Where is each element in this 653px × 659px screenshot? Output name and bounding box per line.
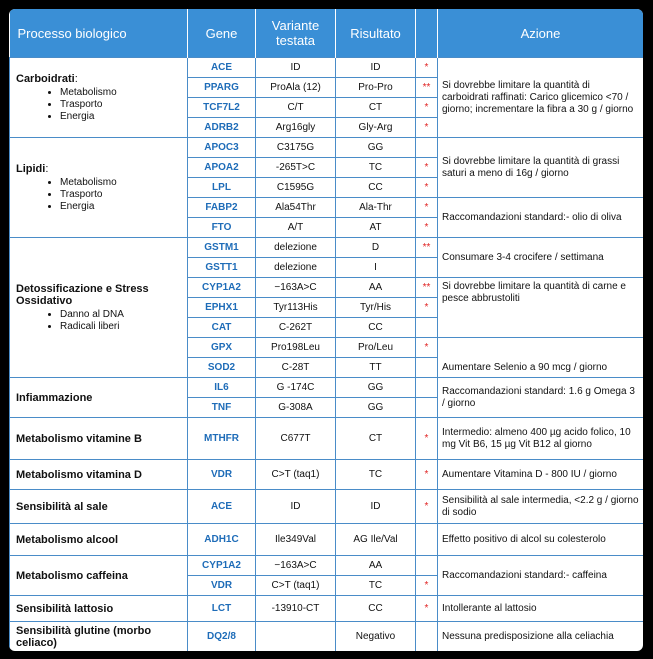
table-row bbox=[10, 378, 644, 398]
gene-cell: GSTT1 bbox=[188, 258, 256, 278]
action-cell: Raccomandazioni standard: 1.6 g Omega 3 / giorno bbox=[438, 378, 644, 418]
variant-cell: Ile349Val bbox=[256, 524, 336, 556]
variant-cell: C677T bbox=[256, 418, 336, 460]
gene-cell: APOC3 bbox=[188, 138, 256, 158]
genetic-results-table bbox=[9, 9, 643, 651]
process-title: Sensibilità lattosio bbox=[16, 602, 114, 615]
result-cell: CT bbox=[336, 98, 416, 118]
action-cell: Intollerante al lattosio bbox=[438, 596, 644, 622]
process-title: Metabolismo caffeina bbox=[16, 569, 128, 582]
table-row bbox=[10, 622, 644, 652]
list-item: • Metabolismo bbox=[60, 177, 184, 189]
process-lattosio bbox=[10, 596, 188, 622]
gene-cell: ADH1C bbox=[188, 524, 256, 556]
flag-cell: * bbox=[416, 58, 438, 78]
header-variant: Variante testata bbox=[256, 9, 336, 58]
variant-cell: G-308A bbox=[256, 398, 336, 418]
result-cell: CC bbox=[336, 178, 416, 198]
flag-cell: * bbox=[416, 576, 438, 596]
process-title: Infiammazione bbox=[16, 391, 93, 404]
variant-cell: Tyr113His bbox=[256, 298, 336, 318]
list-item: • Energia bbox=[60, 111, 184, 123]
variant-cell: G -174C bbox=[256, 378, 336, 398]
result-cell: GG bbox=[336, 138, 416, 158]
variant-cell: C1595G bbox=[256, 178, 336, 198]
gene-cell: VDR bbox=[188, 576, 256, 596]
list-item: • Danno al DNA bbox=[60, 309, 184, 321]
result-cell: Negativo bbox=[336, 622, 416, 652]
result-cell: CC bbox=[336, 318, 416, 338]
table-row bbox=[10, 524, 644, 556]
gene-cell: EPHX1 bbox=[188, 298, 256, 318]
variant-cell: ID bbox=[256, 58, 336, 78]
action-cell: Consumare 3-4 crocifere / settimana bbox=[438, 238, 644, 278]
action-cell: Si dovrebbe limitare la quantità di grassi saturi a meno di 16g / giorno bbox=[438, 138, 644, 198]
header-process: Processo biologico bbox=[10, 9, 188, 58]
flag-cell bbox=[416, 622, 438, 652]
result-cell: Gly-Arg bbox=[336, 118, 416, 138]
gene-cell: DQ2/8 bbox=[188, 622, 256, 652]
gene-cell: TCF7L2 bbox=[188, 98, 256, 118]
gene-cell: SOD2 bbox=[188, 358, 256, 378]
result-cell: GG bbox=[336, 378, 416, 398]
report-panel bbox=[9, 9, 643, 651]
variant-cell bbox=[256, 622, 336, 652]
flag-cell: ** bbox=[416, 278, 438, 298]
flag-cell bbox=[416, 398, 438, 418]
flag-cell: * bbox=[416, 298, 438, 318]
variant-cell: A/T bbox=[256, 218, 336, 238]
header-gene: Gene bbox=[188, 9, 256, 58]
process-title: Metabolismo alcool bbox=[16, 533, 119, 546]
flag-cell bbox=[416, 556, 438, 576]
result-cell: AA bbox=[336, 556, 416, 576]
header-flag bbox=[416, 9, 438, 58]
colon: : bbox=[45, 162, 49, 175]
gene-cell: ACE bbox=[188, 58, 256, 78]
table-row bbox=[10, 138, 644, 158]
variant-cell: Arg16gly bbox=[256, 118, 336, 138]
result-cell: TC bbox=[336, 460, 416, 490]
process-caffeina bbox=[10, 556, 188, 596]
list-item: • Energia bbox=[60, 201, 184, 213]
variant-cell: -13910-CT bbox=[256, 596, 336, 622]
flag-cell bbox=[416, 358, 438, 378]
flag-cell: * bbox=[416, 98, 438, 118]
variant-cell: C>T (taq1) bbox=[256, 460, 336, 490]
table-row bbox=[10, 596, 644, 622]
action-cell: Intermedio: almeno 400 µg acido folico, 10 mg Vit B6, 15 µg Vit B12 al giorno bbox=[438, 418, 644, 460]
result-cell: D bbox=[336, 238, 416, 258]
variant-cell: Ala54Thr bbox=[256, 198, 336, 218]
gene-cell: ADRB2 bbox=[188, 118, 256, 138]
gene-cell: GPX bbox=[188, 338, 256, 358]
result-cell: GG bbox=[336, 398, 416, 418]
process-title: Lipidi bbox=[16, 162, 46, 175]
flag-cell bbox=[416, 524, 438, 556]
action-cell: Si dovrebbe limitare la quantità di carne e pesce abbrustoliti bbox=[438, 278, 644, 338]
variant-cell: ID bbox=[256, 490, 336, 524]
gene-cell: GSTM1 bbox=[188, 238, 256, 258]
result-cell: AT bbox=[336, 218, 416, 238]
list-item: • Metabolismo bbox=[60, 87, 184, 99]
result-cell: CT bbox=[336, 418, 416, 460]
flag-cell bbox=[416, 258, 438, 278]
flag-cell: * bbox=[416, 178, 438, 198]
flag-cell bbox=[416, 138, 438, 158]
result-cell: TT bbox=[336, 358, 416, 378]
action-cell: Raccomandazioni standard:- caffeina bbox=[438, 556, 644, 596]
variant-cell: −163A>C bbox=[256, 278, 336, 298]
result-cell: TC bbox=[336, 576, 416, 596]
action-cell: Nessuna predisposizione alla celiachia bbox=[438, 622, 644, 652]
flag-cell: * bbox=[416, 418, 438, 460]
variant-cell: C3175G bbox=[256, 138, 336, 158]
gene-cell: FTO bbox=[188, 218, 256, 238]
gene-cell: LCT bbox=[188, 596, 256, 622]
variant-cell: C-28T bbox=[256, 358, 336, 378]
process-detox bbox=[10, 238, 188, 378]
flag-cell bbox=[416, 318, 438, 338]
process-lipidi bbox=[10, 138, 188, 238]
variant-cell: C-262T bbox=[256, 318, 336, 338]
result-cell: Pro-Pro bbox=[336, 78, 416, 98]
result-cell: Tyr/His bbox=[336, 298, 416, 318]
header-result: Risultato bbox=[336, 9, 416, 58]
table-row bbox=[10, 58, 644, 78]
action-cell: Sensibilità al sale intermedia, <2.2 g / giorno di sodio bbox=[438, 490, 644, 524]
variant-cell: delezione bbox=[256, 238, 336, 258]
table-header bbox=[10, 9, 644, 58]
process-vitamina-d bbox=[10, 460, 188, 490]
variant-cell: −163A>C bbox=[256, 556, 336, 576]
result-cell: Ala-Thr bbox=[336, 198, 416, 218]
process-title: Detossificazione e Stress Ossidativo bbox=[16, 282, 149, 307]
action-cell: Si dovrebbe limitare la quantità di carboidrati raffinati: Carico glicemico <70 / giorno; incrementare la fibra a 30 g / giorno bbox=[438, 58, 644, 138]
process-title: Sensibilità al sale bbox=[16, 500, 108, 513]
gene-cell: VDR bbox=[188, 460, 256, 490]
result-cell: AG Ile/Val bbox=[336, 524, 416, 556]
flag-cell: ** bbox=[416, 78, 438, 98]
action-cell: Aumentare Selenio a 90 mcg / giorno bbox=[438, 338, 644, 378]
gene-cell: CAT bbox=[188, 318, 256, 338]
gene-cell: IL6 bbox=[188, 378, 256, 398]
variant-cell: delezione bbox=[256, 258, 336, 278]
table-row bbox=[10, 460, 644, 490]
action-cell: Aumentare Vitamina D - 800 IU / giorno bbox=[438, 460, 644, 490]
result-cell: TC bbox=[336, 158, 416, 178]
gene-cell: ACE bbox=[188, 490, 256, 524]
process-title: Metabolismo vitamina D bbox=[16, 468, 142, 481]
action-cell: Effetto positivo di alcol su colesterolo bbox=[438, 524, 644, 556]
result-cell: CC bbox=[336, 596, 416, 622]
flag-cell: * bbox=[416, 118, 438, 138]
table-row bbox=[10, 418, 644, 460]
gene-cell: APOA2 bbox=[188, 158, 256, 178]
list-item: • Trasporto bbox=[60, 189, 184, 201]
result-cell: ID bbox=[336, 490, 416, 524]
flag-cell: * bbox=[416, 158, 438, 178]
list-item: • Radicali liberi bbox=[60, 321, 184, 333]
list-item: • Trasporto bbox=[60, 99, 184, 111]
gene-cell: MTHFR bbox=[188, 418, 256, 460]
gene-cell: CYP1A2 bbox=[188, 278, 256, 298]
flag-cell: * bbox=[416, 338, 438, 358]
variant-cell: Pro198Leu bbox=[256, 338, 336, 358]
process-infiammazione bbox=[10, 378, 188, 418]
colon: : bbox=[74, 72, 78, 85]
variant-cell: ProAla (12) bbox=[256, 78, 336, 98]
variant-cell: C>T (taq1) bbox=[256, 576, 336, 596]
result-cell: ID bbox=[336, 58, 416, 78]
flag-cell: * bbox=[416, 198, 438, 218]
process-alcool bbox=[10, 524, 188, 556]
header-action: Azione bbox=[438, 9, 644, 58]
flag-cell bbox=[416, 378, 438, 398]
gene-cell: PPARG bbox=[188, 78, 256, 98]
process-title: Metabolismo vitamine B bbox=[16, 432, 142, 445]
flag-cell: ** bbox=[416, 238, 438, 258]
table-row bbox=[10, 238, 644, 258]
flag-cell: * bbox=[416, 490, 438, 524]
flag-cell: * bbox=[416, 460, 438, 490]
flag-cell: * bbox=[416, 596, 438, 622]
gene-cell: FABP2 bbox=[188, 198, 256, 218]
gene-cell: CYP1A2 bbox=[188, 556, 256, 576]
gene-cell: TNF bbox=[188, 398, 256, 418]
variant-cell: -265T>C bbox=[256, 158, 336, 178]
gene-cell: LPL bbox=[188, 178, 256, 198]
process-sale bbox=[10, 490, 188, 524]
table-row bbox=[10, 490, 644, 524]
process-carboidrati bbox=[10, 58, 188, 138]
process-vitamine-b bbox=[10, 418, 188, 460]
table-row bbox=[10, 556, 644, 576]
result-cell: I bbox=[336, 258, 416, 278]
process-glutine bbox=[10, 622, 188, 652]
process-title: Carboidrati bbox=[16, 72, 75, 85]
result-cell: AA bbox=[336, 278, 416, 298]
flag-cell: * bbox=[416, 218, 438, 238]
result-cell: Pro/Leu bbox=[336, 338, 416, 358]
action-cell: Raccomandazioni standard:- olio di oliva bbox=[438, 198, 644, 238]
variant-cell: C/T bbox=[256, 98, 336, 118]
process-title: Sensibilità glutine (morbo celiaco) bbox=[16, 624, 152, 649]
